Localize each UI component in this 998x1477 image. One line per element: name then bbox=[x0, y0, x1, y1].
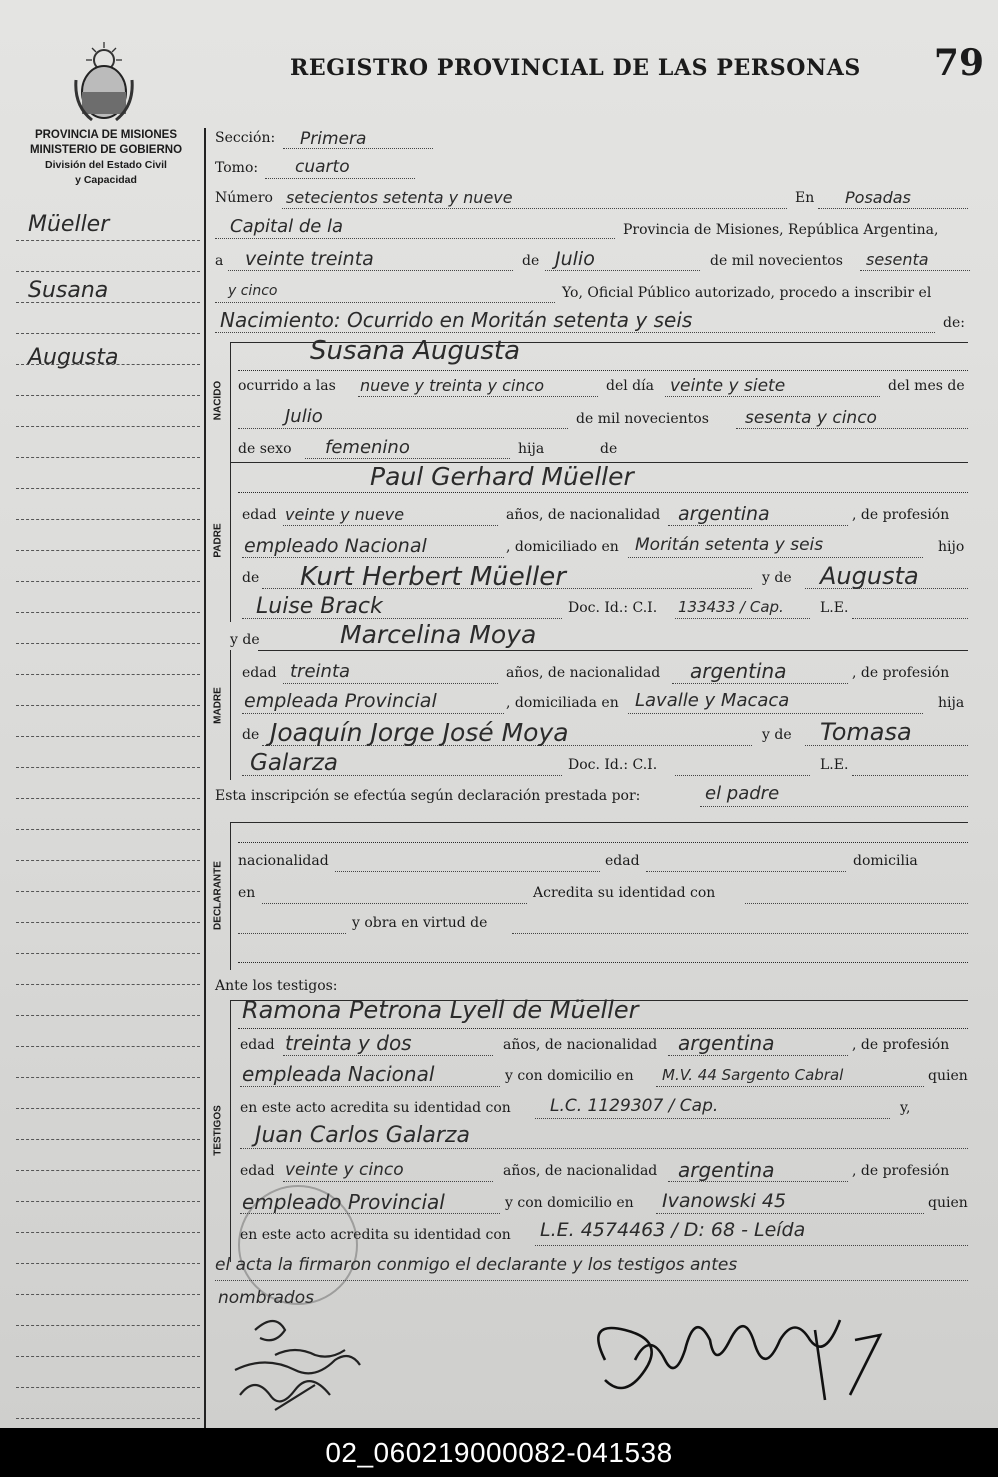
margin-rule-line bbox=[16, 1077, 200, 1078]
margin-surname: Müeller bbox=[28, 212, 110, 237]
field-label: , de profesión bbox=[852, 507, 950, 523]
fecha-anio-value: sesenta bbox=[866, 250, 929, 269]
field-label: Número bbox=[215, 190, 273, 206]
padre-profesion: empleado Nacional bbox=[244, 535, 427, 557]
page-number: 79 bbox=[933, 42, 984, 84]
field-label: y con domicilio en bbox=[505, 1195, 634, 1211]
field-line bbox=[242, 557, 504, 558]
margin-rule-line bbox=[16, 1263, 200, 1264]
testigo1-profesion: empleada Nacional bbox=[242, 1062, 435, 1086]
field-label: de bbox=[242, 727, 260, 743]
field-label: edad bbox=[605, 853, 640, 869]
margin-rule-line bbox=[16, 798, 200, 799]
field-line bbox=[335, 871, 600, 872]
field-line bbox=[305, 458, 510, 459]
field-line bbox=[283, 1055, 493, 1056]
field-label: hija bbox=[518, 441, 545, 457]
field-line bbox=[668, 525, 848, 526]
margin-rule-line bbox=[16, 1015, 200, 1016]
field-label: edad bbox=[242, 665, 277, 681]
field-label: y con domicilio en bbox=[505, 1068, 634, 1084]
sexo-value: femenino bbox=[325, 437, 410, 458]
nacido-name: Susana Augusta bbox=[310, 336, 521, 366]
field-label: , de profesión bbox=[852, 1037, 950, 1053]
margin-rule-line bbox=[16, 1201, 200, 1202]
margin-rule-line bbox=[16, 612, 200, 613]
anio-value: sesenta y cinco bbox=[745, 408, 877, 428]
field-label: L.E. bbox=[820, 757, 849, 773]
testigo1-domicilio: M.V. 44 Sargento Cabral bbox=[662, 1066, 844, 1084]
field-line bbox=[535, 1118, 890, 1119]
dia-value: veinte y siete bbox=[670, 376, 786, 396]
margin-rule-line bbox=[16, 1418, 200, 1419]
field-label: edad bbox=[240, 1163, 275, 1179]
field-label: Doc. Id.: C.I. bbox=[568, 600, 658, 616]
testigo2-doc: L.E. 4574463 / D: 68 - Leída bbox=[540, 1219, 806, 1241]
field-line bbox=[736, 428, 968, 429]
field-line bbox=[282, 208, 787, 209]
tomo-value: cuarto bbox=[295, 157, 350, 177]
margin-rule-line bbox=[16, 922, 200, 923]
testigo1-name: Ramona Petrona Lyell de Müeller bbox=[242, 996, 639, 1024]
field-label: domicilia bbox=[853, 853, 918, 869]
field-line bbox=[238, 1028, 968, 1029]
field-line bbox=[238, 962, 968, 963]
field-line bbox=[265, 178, 415, 179]
field-label: y, bbox=[900, 1100, 911, 1116]
margin-second-name: Augusta bbox=[28, 345, 119, 370]
field-line bbox=[745, 903, 968, 904]
field-line bbox=[238, 933, 346, 934]
field-line bbox=[240, 1086, 500, 1087]
field-line bbox=[358, 396, 598, 397]
section-border bbox=[230, 822, 968, 823]
field-label: y obra en virtud de bbox=[352, 915, 488, 931]
margin-rule-line bbox=[16, 488, 200, 489]
field-line bbox=[700, 806, 968, 807]
field-label: de sexo bbox=[238, 441, 292, 457]
madre-edad: treinta bbox=[290, 661, 351, 682]
field-label: , de profesión bbox=[852, 1163, 950, 1179]
madre-padre-name: Joaquín Jorge José Moya bbox=[270, 718, 569, 747]
declaracion-value: el padre bbox=[705, 783, 780, 804]
field-label: ocurrido a las bbox=[238, 378, 336, 394]
field-label: nacionalidad bbox=[238, 853, 329, 869]
field-line bbox=[672, 683, 848, 684]
testigo2-edad: veinte y cinco bbox=[285, 1160, 404, 1180]
field-label: años, de nacionalidad bbox=[506, 665, 661, 681]
field-label: hijo bbox=[938, 539, 965, 555]
field-line bbox=[283, 683, 498, 684]
padre-doc: 133433 / Cap. bbox=[678, 598, 784, 616]
field-label: y de bbox=[762, 570, 792, 586]
fecha-dia-value: veinte treinta bbox=[245, 248, 374, 270]
margin-rule-line bbox=[16, 705, 200, 706]
margin-rule-line bbox=[16, 736, 200, 737]
margin-rule-line bbox=[16, 1108, 200, 1109]
field-line bbox=[675, 775, 810, 776]
field-label: de mil novecientos bbox=[576, 411, 709, 427]
field-line bbox=[860, 270, 970, 271]
issuing-authority bbox=[8, 128, 204, 188]
field-label: de mil novecientos bbox=[710, 253, 843, 269]
madre-domicilio: Lavalle y Macaca bbox=[635, 690, 790, 711]
field-label: Acredita su identidad con bbox=[533, 885, 716, 901]
national-crest-icon bbox=[72, 40, 136, 122]
margin-rule-line bbox=[16, 333, 200, 334]
field-line bbox=[628, 557, 923, 558]
section-label-padre: PADRE bbox=[212, 523, 224, 558]
en-value: Posadas bbox=[845, 188, 911, 207]
field-label: L.E. bbox=[820, 600, 849, 616]
testigo1-doc: L.C. 1129307 / Cap. bbox=[550, 1096, 719, 1116]
field-line bbox=[512, 933, 968, 934]
padre-padre-name: Kurt Herbert Müeller bbox=[300, 562, 566, 592]
field-line bbox=[240, 1148, 968, 1149]
margin-rule-line bbox=[16, 984, 200, 985]
margin-rule-line bbox=[16, 1139, 200, 1140]
field-line bbox=[535, 1245, 968, 1246]
footer-code: 02_060219000082-041538 bbox=[0, 1428, 998, 1477]
field-label: hija bbox=[938, 695, 965, 711]
margin-rule-line bbox=[16, 457, 200, 458]
margin-rule-line bbox=[16, 426, 200, 427]
field-label: Sección: bbox=[215, 130, 276, 146]
field-line bbox=[668, 1055, 848, 1056]
nacimiento-value: Nacimiento: Ocurrido en Moritán setenta y seis bbox=[220, 308, 693, 332]
field-label: quien bbox=[928, 1195, 968, 1211]
padre-edad: veinte y nueve bbox=[285, 505, 405, 524]
section-label-madre: MADRE bbox=[212, 687, 224, 724]
padre-madre-name-cont: Luise Brack bbox=[256, 594, 383, 619]
section-padre bbox=[230, 462, 231, 622]
field-label: quien bbox=[928, 1068, 968, 1084]
field-line bbox=[852, 775, 968, 776]
margin-rule-line bbox=[16, 1387, 200, 1388]
testigo1-nacionalidad: argentina bbox=[678, 1031, 775, 1055]
mes-value: Julio bbox=[285, 406, 323, 427]
field-label: del mes de bbox=[888, 378, 965, 394]
field-label: años, de nacionalidad bbox=[503, 1037, 658, 1053]
field-label: Provincia de Misiones, República Argentina, bbox=[623, 222, 939, 238]
official-signature bbox=[575, 1300, 895, 1410]
field-label: años, de nacionalidad bbox=[506, 507, 661, 523]
margin-rule-line bbox=[16, 1046, 200, 1047]
field-line bbox=[215, 302, 555, 303]
margin-rule-line bbox=[16, 1170, 200, 1171]
margin-rule-line bbox=[16, 1232, 200, 1233]
madre-nacionalidad: argentina bbox=[690, 659, 787, 683]
field-label: , domiciliado en bbox=[506, 539, 619, 555]
testigo2-nacionalidad: argentina bbox=[678, 1158, 775, 1182]
field-line bbox=[818, 208, 968, 209]
margin-rule-line bbox=[16, 953, 200, 954]
margin-rule-line bbox=[16, 860, 200, 861]
witness-signatures bbox=[215, 1310, 405, 1425]
testigo2-name: Juan Carlos Galarza bbox=[255, 1123, 470, 1148]
field-line bbox=[238, 492, 968, 493]
seccion-value: Primera bbox=[300, 129, 367, 149]
anio-cont-value: y cinco bbox=[228, 283, 278, 299]
authority-line: División del Estado Civil bbox=[45, 159, 167, 171]
testigos-intro: Ante los testigos: bbox=[215, 978, 338, 994]
field-line bbox=[215, 332, 935, 333]
field-line bbox=[238, 842, 968, 843]
section-border bbox=[258, 650, 968, 651]
madre-madre-name-cont: Galarza bbox=[250, 750, 339, 776]
margin-rule-line bbox=[16, 767, 200, 768]
madre-profesion: empleada Provincial bbox=[244, 690, 437, 712]
field-line bbox=[238, 370, 968, 371]
margin-rule-line bbox=[16, 395, 200, 396]
field-label: en este acto acredita su identidad con bbox=[240, 1100, 511, 1116]
section-nacido bbox=[230, 342, 231, 462]
testigo2-profesion: empleado Provincial bbox=[242, 1190, 445, 1214]
testigo2-domicilio: Ivanowski 45 bbox=[662, 1190, 787, 1212]
padre-domicilio: Moritán setenta y seis bbox=[635, 535, 824, 555]
fecha-mes-value: Julio bbox=[555, 248, 595, 270]
closing-text-cont: nombrados bbox=[218, 1288, 314, 1308]
field-label: en bbox=[238, 885, 256, 901]
field-label: de bbox=[600, 441, 618, 457]
margin-rule-line bbox=[16, 1325, 200, 1326]
field-line bbox=[283, 525, 498, 526]
field-label: Doc. Id.: C.I. bbox=[568, 757, 658, 773]
field-line bbox=[242, 713, 504, 714]
margin-rule-line bbox=[16, 240, 200, 241]
field-label: de bbox=[242, 570, 260, 586]
field-line bbox=[262, 903, 527, 904]
field-line bbox=[675, 618, 810, 619]
margin-rule-line bbox=[16, 891, 200, 892]
padre-name: Paul Gerhard Müeller bbox=[370, 462, 634, 491]
field-line bbox=[228, 270, 513, 271]
field-label: de: bbox=[943, 315, 965, 331]
field-line bbox=[646, 871, 846, 872]
madre-name: Marcelina Moya bbox=[340, 620, 537, 649]
column-divider bbox=[204, 128, 206, 1428]
section-label-declarante: DECLARANTE bbox=[212, 861, 224, 930]
field-line bbox=[545, 270, 700, 271]
closing-text: el acta la firmaron conmigo el declarante y los testigos antes bbox=[215, 1255, 738, 1275]
field-label: Tomo: bbox=[215, 160, 259, 176]
margin-rule-line bbox=[16, 1294, 200, 1295]
section-declarante bbox=[230, 822, 231, 970]
field-line bbox=[215, 238, 615, 239]
official-stamp bbox=[238, 1185, 358, 1305]
margin-rule-line bbox=[16, 674, 200, 675]
madre-madre-name: Tomasa bbox=[820, 718, 912, 746]
field-label: a bbox=[215, 253, 224, 269]
field-label: , de profesión bbox=[852, 665, 950, 681]
field-line bbox=[283, 1181, 493, 1182]
field-label: y de bbox=[762, 727, 792, 743]
section-label-nacido: NACIDO bbox=[212, 380, 224, 421]
field-line bbox=[656, 1086, 924, 1087]
margin-rule-line bbox=[16, 271, 200, 272]
capital-value: Capital de la bbox=[230, 216, 344, 237]
page-title: REGISTRO PROVINCIAL DE LAS PERSONAS bbox=[290, 55, 861, 81]
margin-rule-line bbox=[16, 581, 200, 582]
field-label: en este acto acredita su identidad con bbox=[240, 1227, 511, 1243]
margin-rule-line bbox=[16, 829, 200, 830]
hora-value: nueve y treinta y cinco bbox=[360, 376, 545, 395]
margin-first-name: Susana bbox=[28, 278, 109, 303]
margin-rule-line bbox=[16, 1356, 200, 1357]
field-line bbox=[628, 713, 923, 714]
field-label: de bbox=[522, 253, 540, 269]
authority-line: MINISTERIO DE GOBIERNO bbox=[29, 144, 183, 156]
field-label: Yo, Oficial Público autorizado, procedo a inscribir el bbox=[562, 285, 932, 301]
margin-rule-line bbox=[16, 519, 200, 520]
field-label: edad bbox=[240, 1037, 275, 1053]
field-line bbox=[852, 618, 968, 619]
field-label: y de bbox=[230, 632, 260, 648]
section-madre bbox=[230, 650, 231, 780]
authority-line: PROVINCIA DE MISIONES bbox=[34, 129, 178, 141]
section-testigos bbox=[230, 1000, 231, 1262]
field-label: En bbox=[795, 190, 815, 206]
padre-nacionalidad: argentina bbox=[678, 503, 770, 525]
section-label-testigos: TESTIGOS bbox=[212, 1105, 224, 1156]
field-label: , domiciliada en bbox=[506, 695, 619, 711]
padre-madre-name: Augusta bbox=[820, 562, 919, 590]
field-line bbox=[238, 428, 568, 429]
margin-rule-line bbox=[16, 643, 200, 644]
field-line bbox=[656, 1213, 924, 1214]
field-label: del día bbox=[606, 378, 654, 394]
field-line bbox=[665, 396, 880, 397]
field-label: años, de nacionalidad bbox=[503, 1163, 658, 1179]
numero-value: setecientos setenta y nueve bbox=[286, 188, 513, 207]
declaracion-label: Esta inscripción se efectúa según declaración prestada por: bbox=[215, 788, 641, 804]
authority-line: y Capacidad bbox=[75, 174, 137, 186]
margin-rule-line bbox=[16, 550, 200, 551]
testigo1-edad: treinta y dos bbox=[285, 1031, 412, 1055]
field-label: edad bbox=[242, 507, 277, 523]
